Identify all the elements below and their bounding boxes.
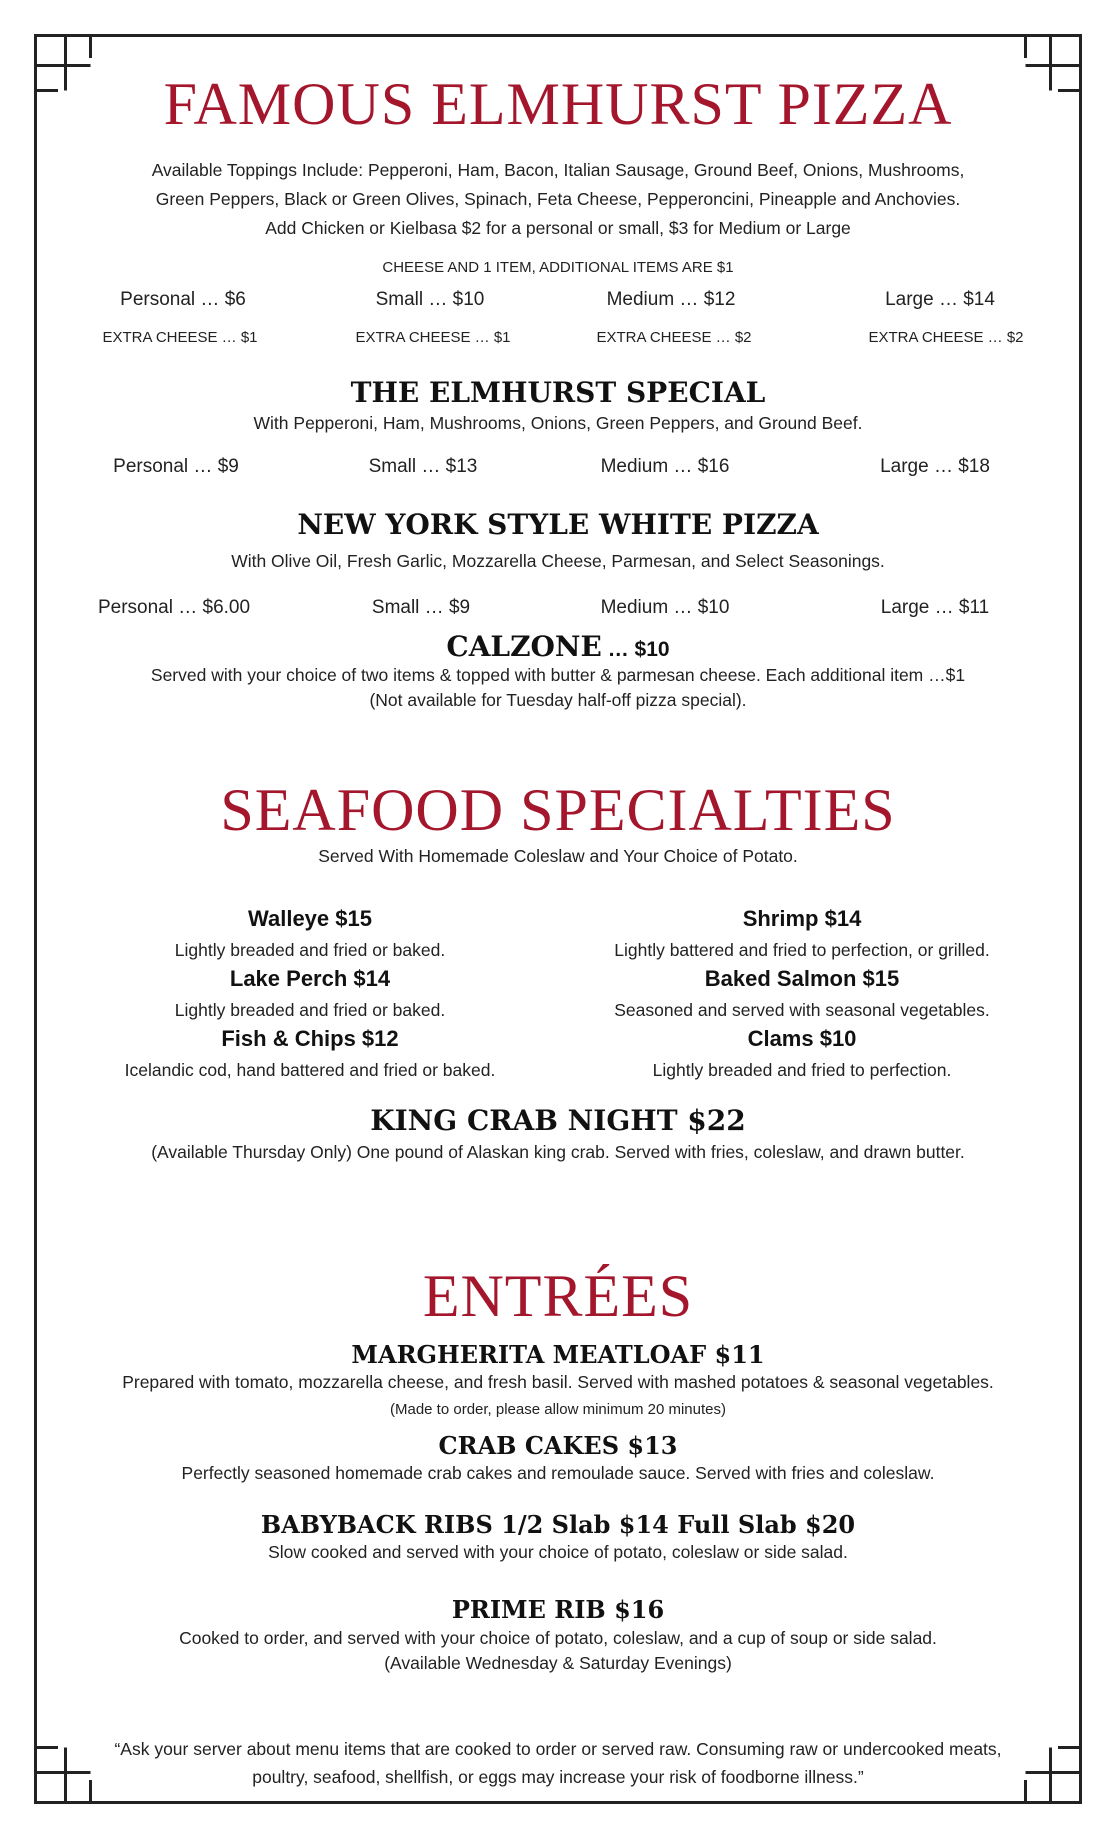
seafood-baked-salmon-name: Baked Salmon $15: [704, 966, 900, 991]
seafood-shrimp-desc: Lightly battered and fried to perfection, or grilled.: [614, 940, 990, 960]
seafood-clams-desc: Lightly breaded and fried to perfection.: [652, 1060, 952, 1080]
ny-price-large: Large … $11: [880, 597, 990, 618]
extra-cheese-personal: EXTRA CHEESE … $1: [102, 329, 258, 346]
toppings-line-3: Add Chicken or Kielbasa $2 for a personal or small, $3 for Medium or Large: [265, 218, 851, 238]
elmhurst-special-desc: With Pepperoni, Ham, Mushrooms, Onions, Green Peppers, and Ground Beef.: [253, 413, 863, 433]
margherita-meatloaf-title: MARGHERITA MEATLOAF $11: [351, 1340, 765, 1369]
prime-rib-desc: Cooked to order, and served with your choice of potato, coleslaw, and a cup of soup or side salad.: [179, 1628, 937, 1648]
special-price-personal: Personal … $9: [113, 456, 239, 477]
consumer-advisory-line-2: poultry, seafood, shellfish, or eggs may increase your risk of foodborne illness.”: [252, 1767, 864, 1787]
prime-rib-note: (Available Wednesday & Saturday Evenings): [384, 1653, 732, 1673]
cheese-note: CHEESE AND 1 ITEM, ADDITIONAL ITEMS ARE $1: [382, 259, 734, 276]
seafood-baked-salmon-desc: Seasoned and served with seasonal vegetables.: [614, 1000, 990, 1020]
seafood-section-title: SEAFOOD SPECIALTIES: [220, 777, 896, 843]
calzone-desc-2: (Not available for Tuesday half-off pizza special).: [369, 690, 747, 710]
price-medium: Medium … $12: [606, 289, 736, 310]
calzone-heading: [0, 630, 1116, 663]
ny-price-small: Small … $9: [371, 597, 471, 618]
seafood-lake-perch-desc: Lightly breaded and fried or baked.: [174, 1000, 446, 1020]
ny-price-medium: Medium … $10: [600, 597, 730, 618]
king-crab-night-desc: (Available Thursday Only) One pound of Alaskan king crab. Served with fries, coleslaw, and drawn butter.: [151, 1142, 965, 1162]
special-price-small: Small … $13: [368, 456, 478, 477]
price-personal: Personal … $6: [120, 289, 246, 310]
extra-cheese-medium: EXTRA CHEESE … $2: [596, 329, 752, 346]
extra-cheese-small: EXTRA CHEESE … $1: [355, 329, 511, 346]
seafood-clams-name: Clams $10: [747, 1026, 857, 1051]
seafood-fish-chips-desc: Icelandic cod, hand battered and fried or baked.: [124, 1060, 496, 1080]
prime-rib-title: PRIME RIB $16: [451, 1595, 665, 1624]
price-large: Large … $14: [885, 289, 995, 310]
seafood-walleye-name: Walleye $15: [248, 906, 372, 931]
extra-cheese-large: EXTRA CHEESE … $2: [868, 329, 1024, 346]
seafood-lake-perch-name: Lake Perch $14: [229, 966, 391, 991]
crab-cakes-desc: Perfectly seasoned homemade crab cakes and remoulade sauce. Served with fries and coleslaw.: [181, 1463, 935, 1483]
crab-cakes-title: CRAB CAKES $13: [438, 1431, 678, 1460]
seafood-shrimp-name: Shrimp $14: [742, 906, 862, 931]
seafood-fish-chips-name: Fish & Chips $12: [221, 1026, 399, 1051]
calzone-price: … $10: [601, 638, 670, 661]
margherita-meatloaf-note: (Made to order, please allow minimum 20 minutes): [390, 1401, 726, 1418]
calzone-desc-1: Served with your choice of two items & topped with butter & parmesan cheese. Each additional item …$1: [150, 665, 966, 685]
ny-white-pizza-title: NEW YORK STYLE WHITE PIZZA: [297, 508, 819, 541]
consumer-advisory-line-1: “Ask your server about menu items that are cooked to order or served raw. Consuming raw or undercooked meats,: [114, 1739, 1002, 1759]
seafood-subtitle: Served With Homemade Coleslaw and Your Choice of Potato.: [318, 846, 798, 866]
ny-white-pizza-desc: With Olive Oil, Fresh Garlic, Mozzarella Cheese, Parmesan, and Select Seasonings.: [231, 551, 885, 571]
ny-price-personal: Personal … $6.00: [97, 597, 251, 618]
special-price-medium: Medium … $16: [600, 456, 730, 477]
babyback-ribs-title: BABYBACK RIBS 1/2 Slab $14 Full Slab $20: [260, 1510, 856, 1539]
babyback-ribs-desc: Slow cooked and served with your choice of potato, coleslaw or side salad.: [268, 1542, 848, 1562]
seafood-walleye-desc: Lightly breaded and fried or baked.: [174, 940, 446, 960]
special-price-large: Large … $18: [880, 456, 990, 477]
king-crab-night-title: KING CRAB NIGHT $22: [370, 1104, 746, 1137]
entrees-section-title: ENTRÉES: [422, 1263, 694, 1329]
elmhurst-special-title: THE ELMHURST SPECIAL: [350, 376, 766, 409]
pizza-section-title: FAMOUS ELMHURST PIZZA: [163, 71, 953, 137]
margherita-meatloaf-desc: Prepared with tomato, mozzarella cheese, and fresh basil. Served with mashed potatoes & seasonal vegetables.: [122, 1372, 994, 1392]
toppings-line-2: Green Peppers, Black or Green Olives, Spinach, Feta Cheese, Pepperoncini, Pineapple and Anchovies.: [155, 189, 961, 209]
price-small: Small … $10: [375, 289, 485, 310]
toppings-line-1: Available Toppings Include: Pepperoni, Ham, Bacon, Italian Sausage, Ground Beef, Onions, Mushrooms,: [151, 160, 965, 180]
calzone-title: CALZONE: [446, 630, 602, 663]
